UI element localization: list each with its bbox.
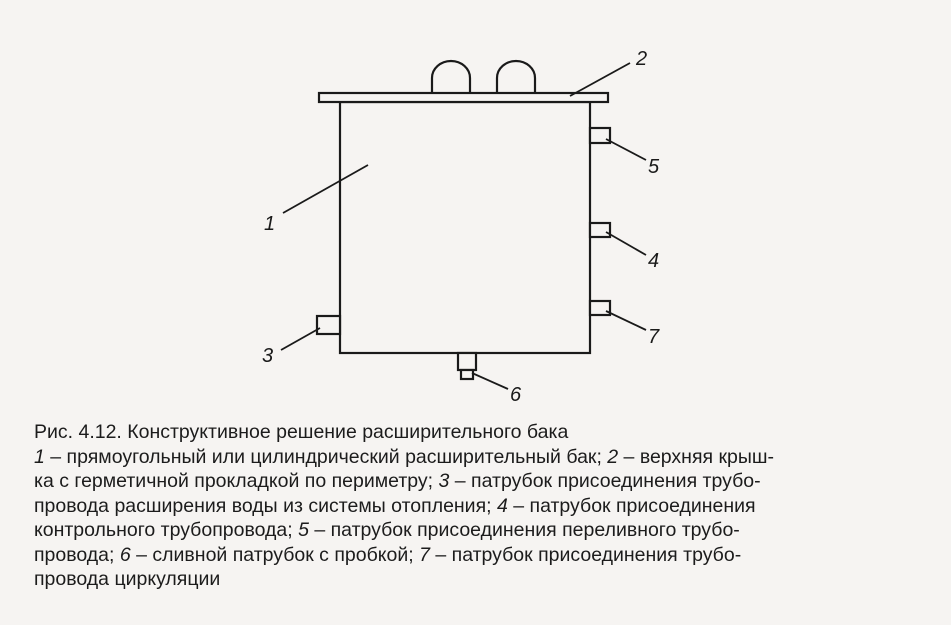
leader-line-7 [606,311,646,330]
drain-plug [461,370,473,379]
callout-5: 5 [648,156,660,178]
callout-2: 2 [636,48,648,70]
caption-item-number: 3 [438,470,450,492]
caption-text: – сливной патрубок с пробкой; [130,543,420,566]
caption-title: Рис. 4.12. Конструктивное решение расширительного бака [34,421,569,443]
caption-item-number: 6 [119,543,131,566]
caption-text: – патрубок присоединения переливного трубо- [308,519,740,541]
caption-item-number: 4 [496,494,508,517]
caption-legend [34,445,914,592]
caption-text: провода расширения воды из системы отопления; [34,494,497,517]
callout-6: 6 [510,384,522,406]
leader-line-4 [606,232,646,255]
caption-item-number: 2 [607,445,619,468]
caption-line [34,469,914,494]
caption-text: – прямоугольный или цилиндрический расширительный бак; [44,445,608,468]
caption-line [34,518,914,543]
leader-line-5 [606,139,646,160]
caption-text: провода; [34,543,120,566]
leader-line-2 [570,63,630,96]
top-lid [319,93,608,102]
caption-line [34,567,914,592]
caption-text: – патрубок присоединения трубо- [429,543,742,566]
caption-text: – патрубок присоединения трубо- [449,470,761,492]
drain-nozzle [458,353,476,370]
caption-line [34,445,914,470]
caption-item-number: 5 [298,519,309,541]
callout-4: 4 [648,250,660,272]
callout-7: 7 [648,326,660,348]
leader-line-3 [281,328,320,350]
lid-hatch-right [497,61,535,93]
caption-line [34,543,914,568]
caption-text: ка с герметичной прокладкой по периметру; [34,470,439,492]
caption-text: – патрубок присоединения [507,494,756,517]
tank-body [340,102,590,353]
overflow-nozzle [590,128,610,143]
control-nozzle [590,223,610,237]
caption-text: провода циркуляции [34,568,221,590]
circulation-nozzle [590,301,610,315]
callout-1: 1 [264,213,276,235]
expansion-nozzle [317,316,340,334]
lid-hatch-left [432,61,470,93]
caption-text: – верхняя крыш- [618,445,775,468]
caption-line [34,494,914,519]
caption-item-number: 1 [34,445,45,468]
caption-item-number: 7 [419,543,430,566]
leader-line-6 [472,373,508,389]
callout-3: 3 [262,345,274,367]
figure-caption [34,420,914,592]
caption-text: контрольного трубопровода; [34,519,299,541]
